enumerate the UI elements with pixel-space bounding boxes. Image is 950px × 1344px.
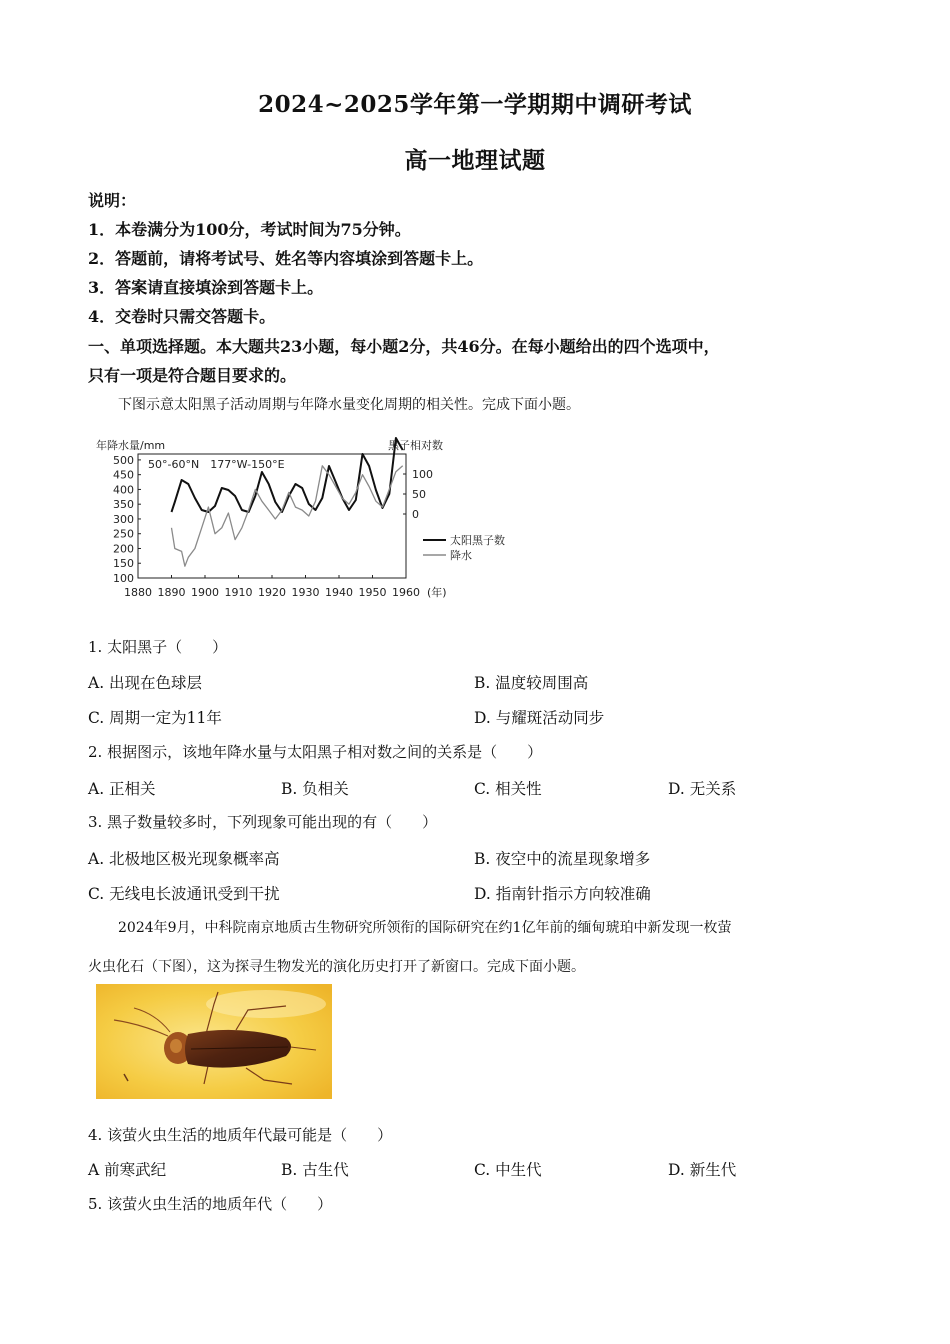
series-line-precipitation xyxy=(172,466,403,566)
q2-option-d[interactable]: D. 无关系 xyxy=(668,780,737,798)
q2-option-a[interactable]: A. 正相关 xyxy=(88,780,156,798)
legend-label-precip: 降水 xyxy=(450,549,472,562)
firefly-amber-fossil-image xyxy=(96,984,332,1099)
group1-intro: 下图示意太阳黑子活动周期与年降水量变化周期的相关性。完成下面小题。 xyxy=(118,397,580,413)
x-tick-label: 1930 xyxy=(291,586,320,599)
y-axis-right-label: 黑子相对数 xyxy=(388,439,443,452)
y-right-tick-label: 0 xyxy=(412,508,419,521)
x-tick-label: 1950 xyxy=(358,586,387,599)
q2-option-c[interactable]: C. 相关性 xyxy=(474,780,542,798)
question-5-stem: 5. 该萤火虫生活的地质年代（ ） xyxy=(88,1195,333,1213)
x-axis-unit-label: (年) xyxy=(427,586,447,599)
x-tick-label: 1940 xyxy=(325,586,353,599)
series-line-sunspot xyxy=(172,438,403,512)
y-left-tick-label: 400 xyxy=(113,483,134,497)
q3-option-c[interactable]: C. 无线电长波通讯受到干扰 xyxy=(88,885,280,903)
question-1-stem: 1. 太阳黑子（ ） xyxy=(88,638,228,656)
y-left-tick-label: 500 xyxy=(113,453,134,467)
q3-option-d[interactable]: D. 指南针指示方向较准确 xyxy=(474,885,651,903)
group2-intro-line2: 火虫化石（下图），这为探寻生物发光的演化历史打开了新窗口。完成下面小题。 xyxy=(88,959,585,975)
exam-title: 2024~2025学年第一学期期中调研考试 xyxy=(258,91,692,118)
y-left-tick-label: 200 xyxy=(113,542,134,556)
legend-label-sunspot: 太阳黑子数 xyxy=(450,534,505,547)
section-heading-cont: 只有一项是符合题目要求的。 xyxy=(88,366,297,385)
q4-option-b[interactable]: B. 古生代 xyxy=(281,1161,349,1179)
sunspot-precipitation-chart xyxy=(90,434,530,604)
x-tick-label: 1910 xyxy=(224,586,253,599)
q2-option-b[interactable]: B. 负相关 xyxy=(281,780,349,798)
q1-option-b[interactable]: B. 温度较周围高 xyxy=(474,674,589,692)
axis-ticks xyxy=(113,454,447,599)
x-tick-label: 1900 xyxy=(191,586,219,599)
exam-subtitle: 高一地理试题 xyxy=(404,147,546,174)
q1-option-a[interactable]: A. 出现在色球层 xyxy=(88,674,203,692)
y-left-tick-label: 250 xyxy=(113,527,134,541)
x-tick-label: 1960 xyxy=(392,586,420,599)
question-2-stem: 2. 根据图示，该地年降水量与太阳黑子相对数之间的关系是（ ） xyxy=(88,743,543,761)
instruction-item: 4．交卷时只需交答题卡。 xyxy=(88,307,276,326)
question-3-stem: 3. 黑子数量较多时，下列现象可能出现的有（ ） xyxy=(88,813,438,831)
instruction-item: 3．答案请直接填涂到答题卡上。 xyxy=(88,278,324,297)
instructions-heading: 说明： xyxy=(88,191,137,210)
q3-option-b[interactable]: B. 夜空中的流星现象增多 xyxy=(474,850,651,868)
y-axis-left-label: 年降水量/mm xyxy=(96,439,166,452)
y-right-tick-label: 100 xyxy=(412,468,433,481)
chart-legend xyxy=(423,533,505,562)
instruction-item: 1．本卷满分为100分，考试时间为75分钟。 xyxy=(88,220,411,239)
question-4-stem: 4. 该萤火虫生活的地质年代最可能是（ ） xyxy=(88,1126,393,1144)
plot-frame xyxy=(138,454,406,578)
q4-option-c[interactable]: C. 中生代 xyxy=(474,1161,542,1179)
group2-intro-line1: 2024年9月，中科院南京地质古生物研究所领衔的国际研究在约1亿年前的缅甸琥珀中新发现一枚萤 xyxy=(118,920,732,936)
y-left-tick-label: 150 xyxy=(113,557,134,571)
region-label: 50°-60°N 177°W-150°E xyxy=(148,458,285,471)
q3-option-a[interactable]: A. 北极地区极光现象概率高 xyxy=(88,850,280,868)
y-left-tick-label: 350 xyxy=(113,498,134,512)
y-right-tick-label: 50 xyxy=(412,488,426,501)
q4-option-d[interactable]: D. 新生代 xyxy=(668,1161,737,1179)
y-left-tick-label: 300 xyxy=(113,512,134,526)
section-heading: 一、单项选择题。本大题共23小题，每小题2分，共46分。在每小题给出的四个选项中， xyxy=(88,337,720,356)
x-tick-label: 1880 xyxy=(124,586,152,599)
y-left-tick-label: 450 xyxy=(113,468,134,482)
q4-option-a[interactable]: A 前寒武纪 xyxy=(88,1161,167,1179)
instruction-item: 2．答题前，请将考试号、姓名等内容填涂到答题卡上。 xyxy=(88,249,484,268)
q1-option-d[interactable]: D. 与耀斑活动同步 xyxy=(474,709,605,727)
x-tick-label: 1890 xyxy=(157,586,186,599)
x-tick-label: 1920 xyxy=(258,586,286,599)
y-left-tick-label: 100 xyxy=(113,572,134,585)
q1-option-c[interactable]: C. 周期一定为11年 xyxy=(88,709,222,727)
